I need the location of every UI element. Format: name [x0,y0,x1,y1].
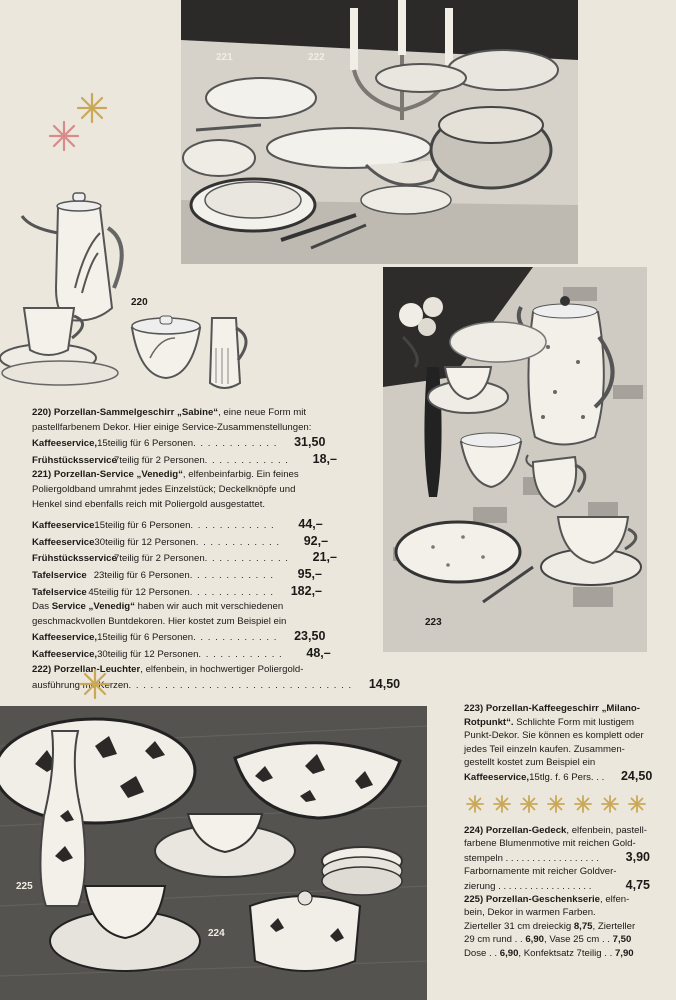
bunt-heading: Das Service „Venedig“ haben wir auch mit verschiedenen [32,601,284,613]
gold-star-icon [601,795,619,813]
label-221: 221 [216,52,233,63]
photo-milano-coffee [383,267,647,652]
price-row: Tafelservice 45teilig für 12 Personen . . . . . . . . . . . . 182,– [32,583,322,598]
geschenk-prices: 29 cm rund . . 6,90, Vase 25 cm . . 7,50 [464,934,632,946]
milano-desc: jedes Teil einzeln kaufen. Zusammen- [464,743,625,755]
sabine-coffee-set-illustration [0,188,260,393]
geschenk-desc: bein, Dekor in warmen Farben. [464,907,596,919]
price-row: Frühstücksservice 7teilig für 2 Personen . . . . . . . . . . . . 18,– [32,451,337,466]
label-224: 224 [208,928,225,939]
label-220: 220 [131,297,148,308]
venedig-heading: 221) Porzellan-Service „Venedig“, elfenbeinfarbig. Ein feines [32,469,299,481]
photo-geschenkserie [0,706,427,1000]
milano-heading-2: Rotpunkt“. Schlichte Form mit lustigem [464,716,635,728]
gedeck-desc: Farbornamente mit reicher Goldver- [464,866,617,878]
label-223: 223 [425,617,442,628]
leuchter-heading: 222) Porzellan-Leuchter, elfenbein, in hochwertiger Poliergold- [32,663,304,675]
price-row: Kaffeeservice, 30teilig für 12 Personen . . . . . . . . . . . . 48,– [32,645,331,660]
gedeck-desc: farbene Blumenmotive mit reichen Gold- [464,838,636,850]
gold-star-icon [547,795,565,813]
milano-desc: gestellt kostet zum Beispiel ein [464,757,596,769]
geschenk-heading: 225) Porzellan-Geschenkserie, elfen- [464,894,630,906]
price-row: zierung . . . . . . . . . . . . . . . . . . 4,75 [464,877,650,892]
price-row: Kaffeeservice, 15teilig für 6 Personen . . . . . . . . . . . . 23,50 [32,629,326,644]
price-row: Frühstücksservice 7teilig für 2 Personen . . . . . . . . . . . . 21,– [32,550,337,565]
milano-heading: 223) Porzellan-Kaffeegeschirr „Milano- [464,703,640,714]
price-row: ausführung mit Kerzen . . . . . . . . . . . . . . . . . . . . . . . . . . . . . . . 14,50 [32,677,401,692]
gold-star-icon [493,795,511,813]
gold-star-icon [466,795,484,813]
price-row: Kaffeeservice, 15teilig für 6 Personen . . . . . . . . . . . . 31,50 [32,435,326,450]
milano-desc: Punkt-Dekor. Sie können es komplett oder [464,730,644,742]
sabine-desc: pastellfarbenem Dekor. Hier einige Service-Zusammenstellungen: [32,421,312,433]
price-row: Tafelservice 23teilig für 6 Personen . . . . . . . . . . . . 95,– [32,566,322,581]
label-222: 222 [308,52,325,63]
geschenk-prices: Zierteller 31 cm dreieckig 8,75, Zierteller [464,920,636,932]
text-block-gedeck [464,824,650,960]
venedig-desc: Poliergoldband umrahmt jedes Einzelstück; Deckelknöpfe und [32,483,296,495]
label-225: 225 [16,881,33,892]
gedeck-heading: 224) Porzellan-Gedeck, elfenbein, pastell- [464,825,647,836]
price-row: Kaffeeservice, 15tlg. f. 6 Pers. . . 24,50 [464,768,653,783]
sabine-heading: 220) Porzellan-Sammelgeschirr „Sabine“, eine neue Form mit [32,407,307,418]
gold-star-icon [628,795,646,813]
gold-star-row [466,795,646,813]
bunt-desc: geschmackvollen Buntdekoren. Hier kostet zum Beispiel ein [32,615,287,627]
gold-star-icon [574,795,592,813]
pink-star-icon [48,120,80,152]
gold-star-icon [76,92,108,124]
price-row: Kaffeeservice 30teilig für 12 Personen . . . . . . . . . . . . 92,– [32,533,329,548]
price-row: Kaffeeservice 15teilig für 6 Personen . . . . . . . . . . . . 44,– [32,517,323,532]
price-row: stempeln . . . . . . . . . . . . . . . . . . 3,90 [464,849,650,864]
venedig-desc: Henkel sind ebenfalls reich mit Poliergold ausgestattet. [32,498,266,510]
gold-star-icon [520,795,538,813]
text-block-milano [464,702,653,785]
geschenk-prices: Dose . . 6,90, Konfektsatz 7teilig . . 7,90 [464,947,634,959]
gold-star-icon [79,668,111,700]
text-block-left [32,406,401,694]
